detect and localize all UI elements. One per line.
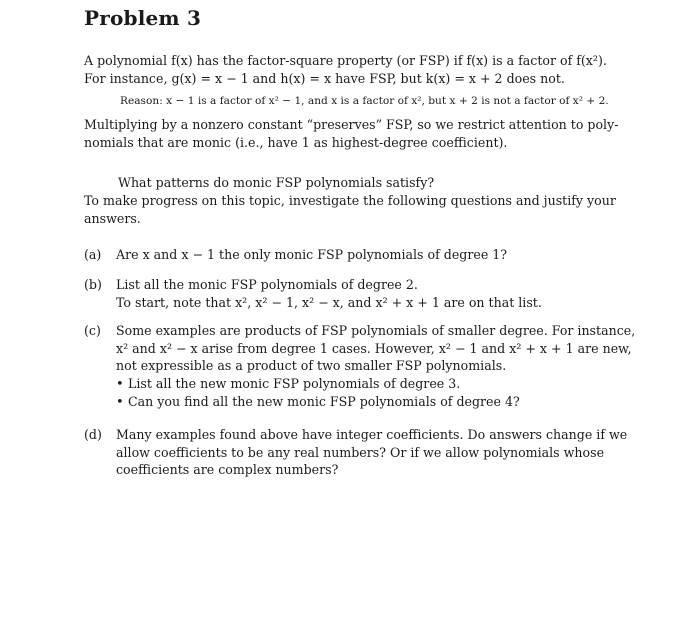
- intro-paragraph: [84, 52, 614, 88]
- part-c-text: Some examples are products of FSP polynomials of smaller degree. For instance,: [116, 323, 636, 338]
- reason-note: [84, 93, 614, 109]
- instruction-line: answers.: [84, 211, 141, 226]
- monic-paragraph: [84, 116, 619, 152]
- part-a-text: Are x and x − 1 the only monic FSP polynomials of degree 1?: [116, 247, 508, 262]
- bullet-text: List all the new monic FSP polynomials of degree 3.: [128, 375, 461, 391]
- guiding-question: What patterns do monic FSP polynomials satisfy?: [118, 175, 435, 190]
- part-b-text: List all the monic FSP polynomials of degree 2.: [116, 277, 418, 292]
- part-d-text: allow coefficients to be any real numbers? Or if we allow polynomials whose: [116, 444, 605, 460]
- part-label: (c): [84, 323, 101, 338]
- reason-line: Reason: x − 1 is a factor of x² − 1, and x is a factor of x², but x + 2 is not a factor of x² + 2.: [120, 95, 609, 107]
- part-d-text: Many examples found above have integer coefficients. Do answers change if we: [116, 427, 628, 442]
- problem-title: Problem 3: [84, 6, 202, 30]
- part-d-text: coefficients are complex numbers?: [116, 462, 339, 477]
- part-c: [84, 322, 636, 412]
- part-label: (b): [84, 277, 102, 292]
- part-c-text: x² and x² − x arise from degree 1 cases. However, x² − 1 and x² + x + 1 are new,: [116, 340, 632, 356]
- part-b-text: To start, note that x², x² − 1, x² − x, and x² + x + 1 are on that list.: [116, 294, 542, 310]
- part-d: [84, 426, 628, 479]
- bullet-text: Can you find all the new monic FSP polynomials of degree 4?: [128, 394, 520, 409]
- part-b: [84, 276, 624, 311]
- part-c-text: not expressible as a product of two smaller FSP polynomials.: [116, 358, 507, 373]
- intro-line: A polynomial f(x) has the factor-square property (or FSP) if f(x) is a factor of f(x²).: [84, 53, 607, 68]
- part-a: [84, 246, 624, 264]
- monic-line: nomials that are monic (i.e., have 1 as highest-degree coefficient).: [84, 135, 508, 150]
- monic-line: Multiplying by a nonzero constant “preserves” FSP, so we restrict attention to poly-: [84, 117, 619, 132]
- question-paragraph: [84, 174, 614, 228]
- part-c-bullet: [84, 375, 624, 394]
- instruction-line: To make progress on this topic, investigate the following questions and justify your: [84, 193, 616, 208]
- part-c-bullet: [84, 393, 624, 412]
- intro-line: For instance, g(x) = x − 1 and h(x) = x have FSP, but k(x) = x + 2 does not.: [84, 71, 565, 86]
- part-label: (d): [84, 427, 102, 442]
- part-label: (a): [84, 247, 102, 262]
